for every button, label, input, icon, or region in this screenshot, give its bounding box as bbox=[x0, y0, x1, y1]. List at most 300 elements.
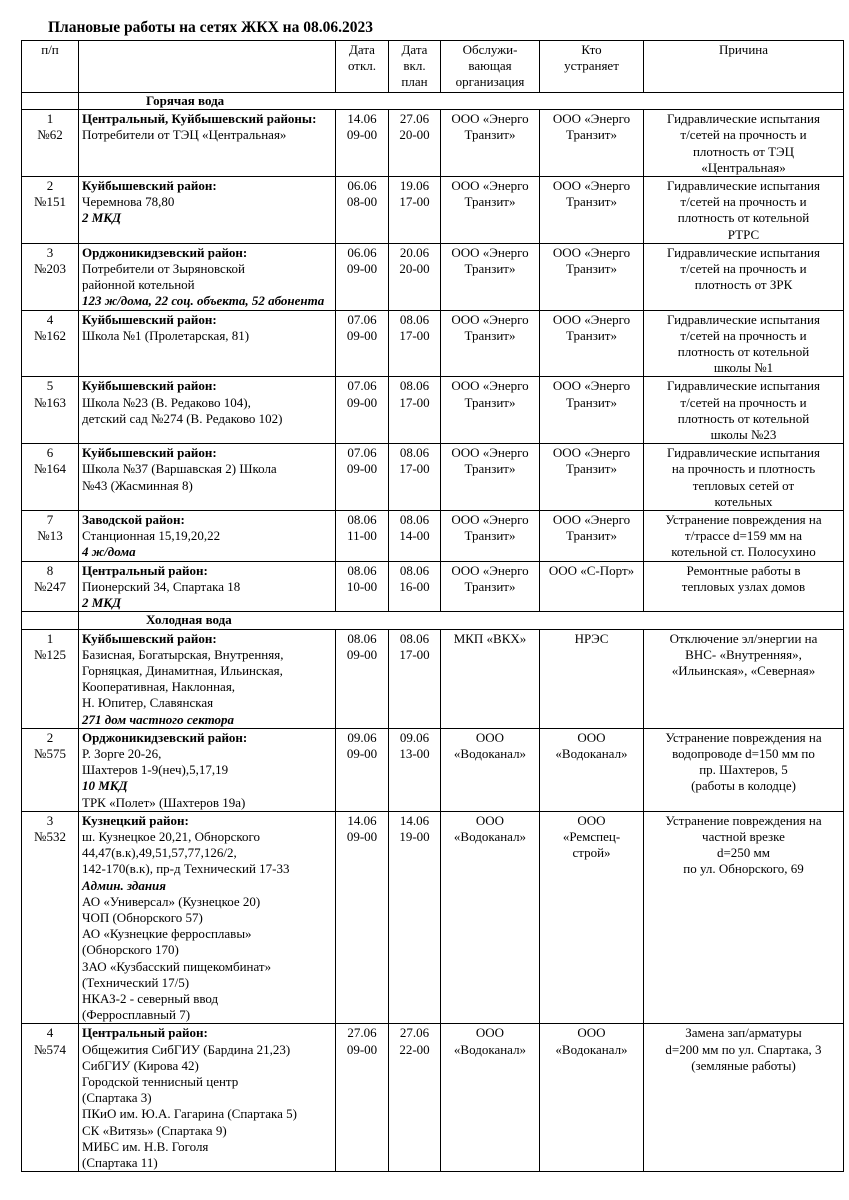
row-number-cell bbox=[22, 444, 79, 511]
date-on: 08.06 bbox=[399, 445, 430, 461]
header-line: Кто bbox=[581, 42, 602, 57]
cause-line: d=250 мм bbox=[716, 845, 771, 861]
object-line: №43 (Жасминная 8) bbox=[82, 477, 193, 493]
org-line: ООО «Энерго bbox=[451, 562, 529, 578]
cause-line: тепловых сетей от bbox=[692, 477, 795, 493]
objects-cell bbox=[79, 110, 336, 177]
row-index: 8 bbox=[46, 562, 54, 578]
objects-cell bbox=[79, 629, 336, 728]
row-number-cell bbox=[22, 511, 79, 562]
cause-line: плотность от котельной bbox=[677, 210, 810, 226]
row-number-cell bbox=[22, 110, 79, 177]
date-off: 27.06 bbox=[347, 1025, 377, 1041]
section-spacer bbox=[22, 612, 79, 629]
date-on: 27.06 bbox=[399, 111, 430, 127]
header-objects bbox=[79, 41, 336, 93]
org-cell bbox=[441, 444, 540, 511]
fixer-line: ООО «Энерго bbox=[552, 178, 631, 194]
fixer-line: ООО «Энерго bbox=[552, 244, 631, 260]
fixer-cell bbox=[540, 1024, 644, 1172]
object-line: Школа №37 (Варшавская 2) Школа bbox=[82, 461, 277, 477]
cause-cell bbox=[644, 811, 844, 1024]
objects-cell bbox=[79, 1024, 336, 1172]
cause-line: школы №23 bbox=[710, 427, 777, 443]
date-off-cell bbox=[336, 377, 389, 444]
org-line: «Водоканал» bbox=[453, 745, 527, 761]
date-on: 08.06 bbox=[399, 311, 430, 327]
date-off: 07.06 bbox=[347, 445, 377, 461]
district-name: Центральный район: bbox=[82, 1025, 208, 1041]
date-on-cell bbox=[389, 243, 441, 310]
row-index: 2 bbox=[46, 729, 54, 745]
fixer-line: ООО «Энерго bbox=[552, 111, 631, 127]
cause-line: т/сетей на прочность и bbox=[680, 261, 807, 277]
date-off: 06.06 bbox=[347, 178, 377, 194]
date-off: 14.06 bbox=[347, 812, 377, 828]
date-off: 09-00 bbox=[346, 261, 378, 277]
fixer-line: «Водоканал» bbox=[555, 745, 628, 761]
table-row bbox=[22, 377, 844, 444]
date-on-cell bbox=[389, 444, 441, 511]
cause-line: Гидравлические испытания bbox=[667, 111, 820, 127]
org-line: ООО «Энерго bbox=[451, 244, 529, 260]
object-line: АО «Кузнецкие ферросплавы» bbox=[82, 926, 252, 942]
header-row bbox=[22, 41, 844, 93]
cause-line: Замена зап/арматуры bbox=[685, 1025, 802, 1041]
date-on: 13-00 bbox=[399, 745, 430, 761]
org-line: Транзит» bbox=[464, 127, 516, 143]
object-line: (Спартака 3) bbox=[82, 1090, 152, 1106]
cause-line: пр. Шахтеров, 5 bbox=[699, 762, 788, 778]
object-line: (Обнорского 170) bbox=[82, 942, 179, 958]
objects-cell bbox=[79, 511, 336, 562]
date-off: 09.06 bbox=[347, 729, 377, 745]
object-line: ЗАО «Кузбасский пищекомбинат» bbox=[82, 958, 272, 974]
date-off-cell bbox=[336, 811, 389, 1024]
fixer-line: Транзит» bbox=[566, 127, 617, 143]
org-line: ООО «Энерго bbox=[451, 178, 529, 194]
fixer-line: ООО «Энерго bbox=[552, 378, 631, 394]
row-number-cell bbox=[22, 728, 79, 811]
date-on-cell bbox=[389, 377, 441, 444]
date-off: 08.06 bbox=[347, 562, 377, 578]
org-line: ООО «Энерго bbox=[451, 512, 529, 528]
cause-cell bbox=[644, 177, 844, 244]
cause-line: «Центральная» bbox=[701, 159, 786, 175]
cause-cell bbox=[644, 310, 844, 377]
date-on: 08.06 bbox=[399, 562, 430, 578]
row-id: №164 bbox=[34, 461, 66, 477]
table-row bbox=[22, 310, 844, 377]
row-id: №163 bbox=[34, 394, 66, 410]
fixer-line: Транзит» bbox=[566, 261, 617, 277]
org-cell bbox=[441, 377, 540, 444]
cause-line: котельных bbox=[714, 493, 773, 509]
date-off: 09-00 bbox=[346, 461, 378, 477]
row-index: 3 bbox=[46, 244, 54, 260]
date-off-cell bbox=[336, 561, 389, 612]
cause-line: плотность от котельной bbox=[677, 410, 810, 426]
date-off: 08.06 bbox=[347, 512, 377, 528]
row-id: №125 bbox=[34, 646, 66, 662]
cause-line: котельной ст. Полосухино bbox=[671, 544, 816, 560]
table-row bbox=[22, 1024, 844, 1172]
row-index: 2 bbox=[46, 178, 54, 194]
cause-cell bbox=[644, 444, 844, 511]
org-cell bbox=[441, 243, 540, 310]
date-off: 11-00 bbox=[347, 528, 377, 544]
org-cell bbox=[441, 561, 540, 612]
row-index: 7 bbox=[46, 512, 54, 528]
org-cell bbox=[441, 110, 540, 177]
header-line: вкл. bbox=[403, 58, 426, 74]
table-row bbox=[22, 110, 844, 177]
date-on: 14.06 bbox=[399, 812, 430, 828]
fixer-line: строй» bbox=[572, 845, 611, 861]
object-line: Школа №1 (Пролетарская, 81) bbox=[82, 327, 250, 343]
district-name: Куйбышевский район: bbox=[82, 630, 217, 646]
date-on: 17-00 bbox=[399, 194, 430, 210]
object-line: ПКиО им. Ю.А. Гагарина (Спартака 5) bbox=[82, 1106, 297, 1122]
object-line: 44,47(в.к),49,51,57,77,126/2, bbox=[82, 845, 237, 861]
object-note: 10 МКД bbox=[82, 778, 128, 794]
row-id: №162 bbox=[34, 327, 66, 343]
fixer-line: Транзит» bbox=[566, 461, 617, 477]
cause-cell bbox=[644, 110, 844, 177]
date-on: 16-00 bbox=[399, 578, 430, 594]
cause-line: Устранение повреждения на bbox=[665, 729, 822, 745]
row-number-cell bbox=[22, 310, 79, 377]
org-line: Транзит» bbox=[464, 194, 516, 210]
fixer-cell bbox=[540, 629, 644, 728]
fixer-line: «Ремспец- bbox=[562, 828, 621, 844]
header-line: Обслужи- bbox=[462, 42, 518, 57]
header-org bbox=[441, 41, 540, 93]
date-off: 14.06 bbox=[347, 111, 377, 127]
object-line: НКАЗ-2 - северный ввод bbox=[82, 990, 219, 1006]
org-cell bbox=[441, 1024, 540, 1172]
header-fixer bbox=[540, 41, 644, 93]
header-date-on bbox=[389, 41, 441, 93]
date-off: 09-00 bbox=[346, 327, 378, 343]
org-line: ООО «Энерго bbox=[451, 311, 529, 327]
fixer-line: «Водоканал» bbox=[555, 1041, 628, 1057]
date-on-cell bbox=[389, 811, 441, 1024]
district-name: Заводской район: bbox=[82, 512, 185, 528]
org-cell bbox=[441, 511, 540, 562]
row-index: 4 bbox=[46, 1025, 54, 1041]
row-number-cell bbox=[22, 811, 79, 1024]
works-body bbox=[22, 93, 844, 1172]
objects-cell bbox=[79, 310, 336, 377]
district-name: Орджоникидзевский район: bbox=[82, 244, 248, 260]
row-id: №62 bbox=[37, 127, 63, 143]
date-on: 09.06 bbox=[399, 729, 430, 745]
header-line: вающая bbox=[468, 58, 512, 74]
object-line: (Технический 17/5) bbox=[82, 974, 190, 990]
object-line: Пионерский 34, Спартака 18 bbox=[82, 578, 241, 594]
fixer-line: НРЭС bbox=[574, 630, 609, 646]
date-off: 09-00 bbox=[346, 828, 378, 844]
fixer-line: Транзит» bbox=[566, 327, 617, 343]
date-on: 17-00 bbox=[399, 646, 430, 662]
date-off-cell bbox=[336, 110, 389, 177]
cause-line: плотность от ТЭЦ bbox=[692, 143, 795, 159]
date-off-cell bbox=[336, 177, 389, 244]
org-line: ООО bbox=[475, 729, 505, 745]
date-on: 08.06 bbox=[399, 630, 430, 646]
cause-line: Гидравлические испытания bbox=[667, 445, 820, 461]
fixer-line: ООО bbox=[577, 1025, 606, 1041]
fixer-cell bbox=[540, 110, 644, 177]
district-name: Центральный район: bbox=[82, 562, 208, 578]
cause-line: по ул. Обнорского, 69 bbox=[683, 861, 804, 877]
date-off: 09-00 bbox=[346, 1041, 378, 1057]
object-line: АО «Универсал» (Кузнецкое 20) bbox=[82, 893, 261, 909]
object-line: Городской теннисный центр bbox=[82, 1073, 239, 1089]
object-line: Школа №23 (В. Редаково 104), bbox=[82, 394, 251, 410]
row-number-cell bbox=[22, 561, 79, 612]
date-on: 22-00 bbox=[399, 1041, 430, 1057]
org-line: Транзит» bbox=[464, 327, 516, 343]
object-line: Станционная 15,19,20,22 bbox=[82, 528, 221, 544]
works-table bbox=[21, 40, 844, 1172]
row-number-cell bbox=[22, 1024, 79, 1172]
fixer-line: Транзит» bbox=[566, 394, 617, 410]
row-id: №151 bbox=[34, 194, 66, 210]
fixer-cell bbox=[540, 377, 644, 444]
row-index: 4 bbox=[46, 311, 54, 327]
org-line: ООО «Энерго bbox=[451, 378, 529, 394]
date-on: 27.06 bbox=[399, 1025, 430, 1041]
object-line: ТРК «Полет» (Шахтеров 19а) bbox=[82, 794, 246, 810]
header-line: Дата bbox=[401, 42, 428, 57]
fixer-line: ООО «Энерго bbox=[552, 512, 631, 528]
org-line: «Водоканал» bbox=[453, 828, 527, 844]
cause-line: Гидравлические испытания bbox=[667, 178, 820, 194]
header-line: Дата bbox=[349, 42, 375, 57]
cause-line: т/сетей на прочность и bbox=[680, 127, 807, 143]
org-line: Транзит» bbox=[464, 394, 516, 410]
fixer-cell bbox=[540, 561, 644, 612]
cause-cell bbox=[644, 511, 844, 562]
date-off: 09-00 bbox=[346, 127, 378, 143]
district-name: Куйбышевский район: bbox=[82, 178, 217, 194]
fixer-cell bbox=[540, 177, 644, 244]
cause-line: на прочность и плотность bbox=[671, 461, 816, 477]
object-line: СК «Витязь» (Спартака 9) bbox=[82, 1122, 227, 1138]
fixer-line: ООО «Энерго bbox=[552, 445, 631, 461]
date-on-cell bbox=[389, 511, 441, 562]
section-row bbox=[22, 612, 844, 629]
cause-line: т/сетей на прочность и bbox=[680, 327, 807, 343]
date-off: 09-00 bbox=[346, 646, 378, 662]
section-title: Горячая вода bbox=[79, 93, 844, 110]
cause-line: школы №1 bbox=[713, 360, 774, 376]
object-line: районной котельной bbox=[82, 277, 195, 293]
cause-line: Гидравлические испытания bbox=[667, 311, 820, 327]
header-num: п/п bbox=[22, 41, 79, 93]
org-line: ООО «Энерго bbox=[451, 445, 529, 461]
cause-line: Устранение повреждения на bbox=[665, 512, 822, 528]
cause-line: (работы в колодце) bbox=[691, 778, 796, 794]
date-on: 17-00 bbox=[399, 461, 430, 477]
objects-cell bbox=[79, 444, 336, 511]
objects-cell bbox=[79, 177, 336, 244]
header-date-off bbox=[336, 41, 389, 93]
section-row bbox=[22, 93, 844, 110]
org-cell bbox=[441, 177, 540, 244]
table-row bbox=[22, 561, 844, 612]
date-on: 20-00 bbox=[399, 127, 430, 143]
cause-line: Устранение повреждения на bbox=[665, 812, 822, 828]
object-line: Горняцкая, Динамитная, Ильинская, bbox=[82, 662, 283, 678]
district-name: Куйбышевский район: bbox=[82, 311, 217, 327]
date-on: 19.06 bbox=[399, 178, 430, 194]
object-line: Черемнова 78,80 bbox=[82, 194, 175, 210]
cause-line: Ремонтные работы в bbox=[686, 562, 801, 578]
date-on: 20.06 bbox=[399, 244, 430, 260]
object-note: Админ. здания bbox=[82, 877, 166, 893]
row-index: 1 bbox=[46, 111, 54, 127]
date-on-cell bbox=[389, 1024, 441, 1172]
header-cause: Причина bbox=[644, 41, 844, 93]
date-on-cell bbox=[389, 310, 441, 377]
district-name: Центральный, Куйбышевский районы: bbox=[82, 111, 317, 127]
fixer-cell bbox=[540, 511, 644, 562]
district-name: Куйбышевский район: bbox=[82, 445, 217, 461]
row-number-cell bbox=[22, 377, 79, 444]
district-name: Кузнецкий район: bbox=[82, 812, 189, 828]
date-off-cell bbox=[336, 728, 389, 811]
cause-line: «Ильинская», «Северная» bbox=[671, 662, 816, 678]
fixer-cell bbox=[540, 811, 644, 1024]
date-off: 08-00 bbox=[346, 194, 378, 210]
cause-cell bbox=[644, 728, 844, 811]
fixer-line: ООО «С-Порт» bbox=[548, 562, 635, 578]
cause-line: (земляные работы) bbox=[691, 1057, 796, 1073]
header-line: организация bbox=[455, 74, 525, 90]
org-line: Транзит» bbox=[464, 261, 516, 277]
row-number-cell bbox=[22, 243, 79, 310]
fixer-line: ООО bbox=[577, 729, 606, 745]
object-note: 2 МКД bbox=[82, 595, 122, 611]
date-off: 09-00 bbox=[346, 394, 378, 410]
object-note: 4 ж/дома bbox=[82, 544, 136, 560]
object-line: Шахтеров 1-9(неч),5,17,19 bbox=[82, 762, 229, 778]
date-on: 08.06 bbox=[399, 378, 430, 394]
object-line: ш. Кузнецкое 20,21, Обнорского bbox=[82, 828, 261, 844]
fixer-line: Транзит» bbox=[566, 194, 617, 210]
date-off-cell bbox=[336, 444, 389, 511]
fixer-line: Транзит» bbox=[566, 528, 617, 544]
cause-line: РТРС bbox=[727, 226, 760, 242]
date-off-cell bbox=[336, 629, 389, 728]
section-title: Холодная вода bbox=[79, 612, 844, 629]
cause-line: тепловых узлах домов bbox=[681, 578, 806, 594]
date-on-cell bbox=[389, 629, 441, 728]
cause-cell bbox=[644, 1024, 844, 1172]
object-line: Н. Юпитер, Славянская bbox=[82, 695, 214, 711]
object-line: детский сад №274 (В. Редаково 102) bbox=[82, 410, 283, 426]
org-line: ООО bbox=[475, 1025, 505, 1041]
cause-line: частной врезке bbox=[702, 828, 785, 844]
date-on-cell bbox=[389, 110, 441, 177]
date-off-cell bbox=[336, 1024, 389, 1172]
cause-line: т/сетей на прочность и bbox=[680, 394, 807, 410]
date-on: 20-00 bbox=[399, 261, 430, 277]
org-cell bbox=[441, 811, 540, 1024]
table-row bbox=[22, 444, 844, 511]
object-line: ЧОП (Обнорского 57) bbox=[82, 909, 203, 925]
object-line: Базисная, Богатырская, Внутренняя, bbox=[82, 646, 284, 662]
cause-line: Гидравлические испытания bbox=[667, 244, 820, 260]
row-id: №575 bbox=[34, 745, 66, 761]
org-line: ООО bbox=[475, 812, 505, 828]
object-line: (Спартака 11) bbox=[82, 1155, 158, 1170]
object-line: Кооперативная, Наклонная, bbox=[82, 679, 236, 695]
date-on: 14-00 bbox=[399, 528, 430, 544]
row-index: 1 bbox=[46, 630, 54, 646]
org-line: ООО «Энерго bbox=[451, 111, 529, 127]
cause-cell bbox=[644, 561, 844, 612]
date-on: 17-00 bbox=[399, 394, 430, 410]
row-id: №247 bbox=[34, 578, 66, 594]
object-line: (Ферросплавный 7) bbox=[82, 1007, 191, 1023]
fixer-cell bbox=[540, 243, 644, 310]
object-line: Р. Зорге 20-26, bbox=[82, 745, 162, 761]
objects-cell bbox=[79, 561, 336, 612]
objects-cell bbox=[79, 811, 336, 1024]
cause-cell bbox=[644, 243, 844, 310]
header-line: откл. bbox=[347, 58, 377, 74]
object-line: Потребители от Зыряновской bbox=[82, 261, 245, 277]
row-index: 6 bbox=[46, 445, 54, 461]
district-name: Куйбышевский район: bbox=[82, 378, 217, 394]
object-line: 142-170(в.к), пр-д Технический 17-33 bbox=[82, 861, 290, 877]
object-line: СибГИУ (Кирова 42) bbox=[82, 1057, 199, 1073]
row-id: №532 bbox=[34, 828, 66, 844]
row-id: №203 bbox=[34, 261, 66, 277]
fixer-cell bbox=[540, 728, 644, 811]
cause-line: водопроводе d=150 мм по bbox=[672, 745, 815, 761]
cause-line: т/сетей на прочность и bbox=[680, 194, 807, 210]
org-cell bbox=[441, 629, 540, 728]
date-off: 07.06 bbox=[347, 378, 377, 394]
org-line: Транзит» bbox=[464, 578, 516, 594]
header-line: устраняет bbox=[564, 58, 619, 74]
object-line: Потребители от ТЭЦ «Центральная» bbox=[82, 127, 287, 143]
date-off-cell bbox=[336, 310, 389, 377]
fixer-cell bbox=[540, 444, 644, 511]
row-id: №574 bbox=[34, 1041, 66, 1057]
org-line: Транзит» bbox=[464, 461, 516, 477]
header-line: план bbox=[401, 74, 428, 90]
date-off: 10-00 bbox=[346, 578, 378, 594]
date-off-cell bbox=[336, 243, 389, 310]
object-note: 271 дом частного сектора bbox=[82, 711, 235, 727]
fixer-line: ООО bbox=[577, 812, 606, 828]
cause-line: т/трассе d=159 мм на bbox=[684, 528, 803, 544]
page-title: Плановые работы на сетях ЖКХ на 08.06.2023 bbox=[48, 19, 373, 36]
org-cell bbox=[441, 728, 540, 811]
cause-line: плотность от котельной bbox=[677, 344, 810, 360]
cause-line: d=200 мм по ул. Спартака, 3 bbox=[665, 1041, 822, 1057]
row-number-cell bbox=[22, 177, 79, 244]
date-on: 08.06 bbox=[399, 512, 430, 528]
date-off: 07.06 bbox=[347, 311, 377, 327]
row-id: №13 bbox=[37, 528, 63, 544]
